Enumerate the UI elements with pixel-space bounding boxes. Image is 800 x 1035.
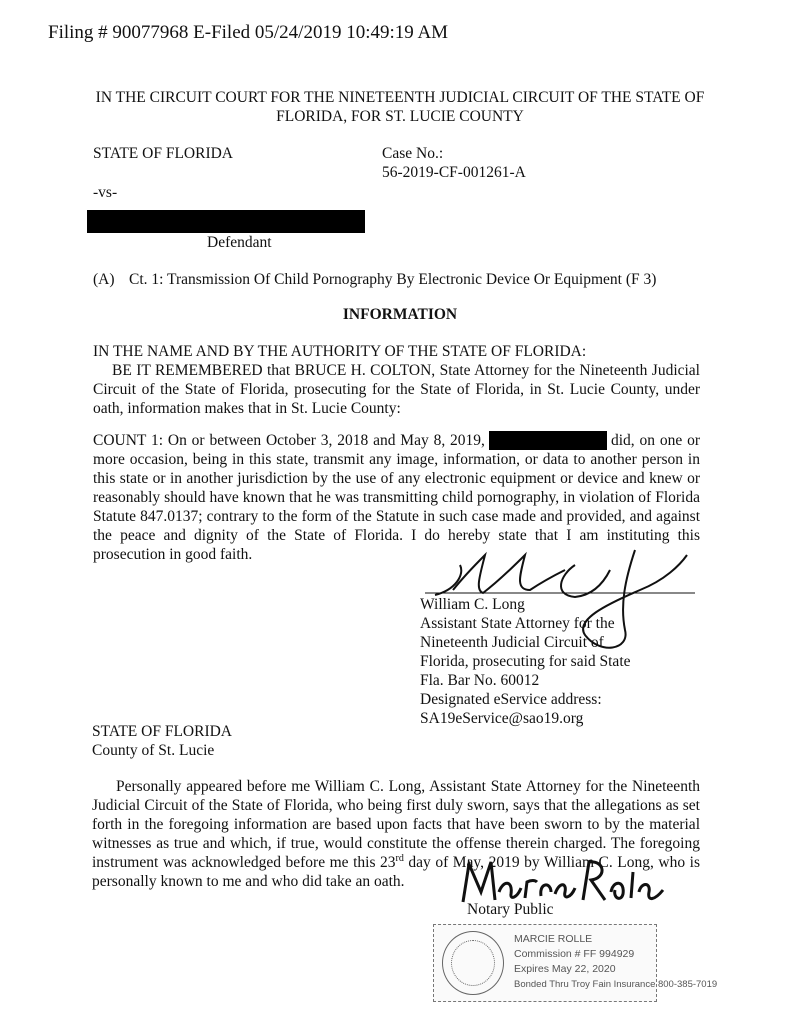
venue-county: County of St. Lucie xyxy=(92,742,215,759)
affidavit-text-a: Personally appeared before me William C. Long, Assistant State Attorney for the Nineteenth Judicial Circuit of the State of Florida, who being first duly sworn, says that the allegations as set forth in the foregoing information are based upon facts that have been sworn to by the material witnesses as true and which, if true, would constitute the offense therein charged. The foregoing instrument was acknowledged before me this 23 xyxy=(92,778,700,871)
preamble-line: IN THE NAME AND BY THE AUTHORITY OF THE STATE OF FLORIDA: xyxy=(93,343,587,360)
eservice-address: SA19eService@sao19.org xyxy=(420,710,584,727)
attorney-state: Florida, prosecuting for said State xyxy=(420,653,631,670)
count-text: did, on one or more occasion, being in this state, transmit any image, information, or data to another person in this state or in another jurisdiction by the use of any electronic equipment or device and knew or reasonably should have known that he was transmitting child pornography, in violation of Florida Statute 847.0137; contrary to the form of the Statute in such case made and provided, and against the peace and dignity of the State of Florida. I do hereby state that I am instituting this prosecution in good faith. xyxy=(93,432,700,563)
count-lead: COUNT 1: On or between October 3, 2018 and May 8, 2019, xyxy=(93,432,485,449)
stamp-commission: Commission # FF 994929 xyxy=(514,948,635,960)
notary-label: Notary Public xyxy=(467,901,554,918)
stamp-expires: Expires May 22, 2020 xyxy=(514,963,616,975)
defendant-label: Defendant xyxy=(207,234,272,251)
case-number: 56-2019-CF-001261-A xyxy=(382,164,526,181)
bar-number: Fla. Bar No. 60012 xyxy=(420,672,540,689)
attorney-circuit: Nineteenth Judicial Circuit of xyxy=(420,634,604,651)
notary-stamp xyxy=(433,924,718,1002)
stamp-bonded: Bonded Thru Troy Fain Insurance 800-385-7019 xyxy=(514,979,718,990)
case-number-label: Case No.: xyxy=(382,145,444,162)
document-title: INFORMATION xyxy=(342,306,458,323)
preamble-paragraph: BE IT REMEMBERED that BRUCE H. COLTON, State Attorney for the Nineteenth Judicial Circuit of the State of Florida, prosecuting for the State of Florida, in St. Lucie County, under oath, information makes that in St. Lucie County: xyxy=(93,362,700,417)
charge-letter: (A) xyxy=(93,271,115,288)
charge-text: Ct. 1: Transmission Of Child Pornography By Electronic Device Or Equipment (F 3) xyxy=(129,271,657,288)
redacted-name-inline xyxy=(489,431,607,450)
redacted-defendant-name xyxy=(87,210,365,233)
venue-state: STATE OF FLORIDA xyxy=(92,723,232,740)
court-caption: IN THE CIRCUIT COURT FOR THE NINETEENTH JUDICIAL CIRCUIT OF THE STATE OF FLORIDA, FOR ST. LUCIE COUNTY xyxy=(95,89,705,125)
affidavit-superscript: rd xyxy=(395,852,404,864)
eservice-label: Designated eService address: xyxy=(420,691,602,708)
affidavit-text-b: day of May, 2019 by William C. Long, who is personally known to me and who did take an oath. xyxy=(92,854,700,890)
stamp-name: MARCIE ROLLE xyxy=(514,933,593,945)
notary-seal-icon xyxy=(442,931,504,995)
attorney-title: Assistant State Attorney for the xyxy=(420,615,615,632)
versus: -vs- xyxy=(93,184,118,201)
plaintiff: STATE OF FLORIDA xyxy=(93,145,233,162)
attorney-name: William C. Long xyxy=(420,596,525,613)
filing-stamp: Filing # 90077968 E-Filed 05/24/2019 10:49:19 AM xyxy=(48,22,449,43)
